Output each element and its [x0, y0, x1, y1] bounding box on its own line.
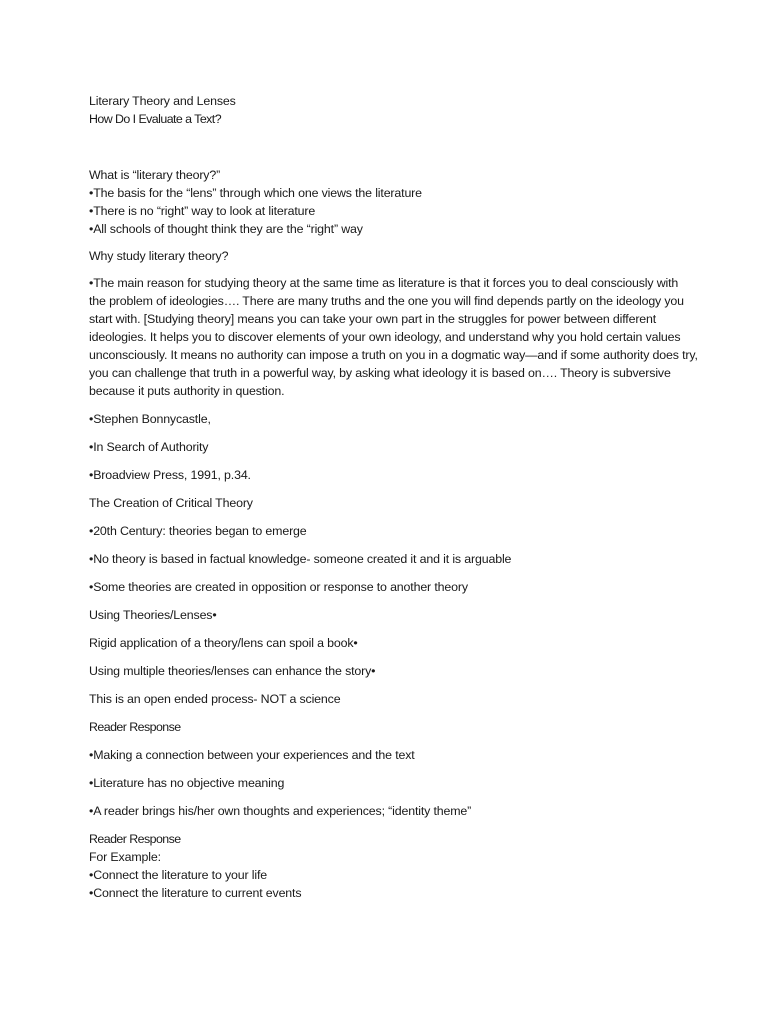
quote-line: you can challenge that truth in a powerful way, by asking what ideology it is based on…. Theory is subversive [89, 366, 671, 380]
bullet-item: •All schools of thought think they are the “right” way [89, 222, 363, 236]
quote-line: ideologies. It helps you to discover elements of your own ideology, and understand why you hold certain values [89, 330, 681, 344]
bullet-item: •Some theories are created in opposition or response to another theory [89, 580, 468, 594]
bullet-item: •20th Century: theories began to emerge [89, 524, 307, 538]
text-line: Rigid application of a theory/lens can spoil a book• [89, 636, 358, 650]
quote-line: •The main reason for studying theory at the same time as literature is that it forces you to deal consciously with [89, 276, 679, 290]
heading-what-is-literary-theory: What is “literary theory?” [89, 168, 221, 182]
quote-line: because it puts authority in question. [89, 384, 285, 398]
bullet-item: •A reader brings his/her own thoughts and experiences; “identity theme” [89, 804, 472, 818]
document-title: Literary Theory and Lenses [89, 94, 236, 108]
bullet-item: •Making a connection between your experiences and the text [89, 748, 415, 762]
document-subtitle: How Do I Evaluate a Text? [89, 112, 222, 126]
heading-creation-of-critical-theory: The Creation of Critical Theory [89, 496, 253, 510]
bullet-item: •Literature has no objective meaning [89, 776, 285, 790]
text-line: Using multiple theories/lenses can enhance the story• [89, 664, 376, 678]
text-line: This is an open ended process- NOT a science [89, 692, 341, 706]
bullet-item: •There is no “right” way to look at literature [89, 204, 316, 218]
document-page [89, 92, 698, 902]
bullet-item: •Connect the literature to your life [89, 868, 268, 882]
bullet-item: •Connect the literature to current events [89, 886, 302, 900]
heading-why-study: Why study literary theory? [89, 249, 229, 263]
bullet-item: •No theory is based in factual knowledge- someone created it and it is arguable [89, 552, 512, 566]
quote-line: unconsciously. It means no authority can impose a truth on you in a dogmatic way—and if some authority does try, [89, 348, 698, 362]
citation-book: •In Search of Authority [89, 440, 209, 454]
citation-publisher: •Broadview Press, 1991, p.34. [89, 468, 251, 482]
quote-line: the problem of ideologies…. There are many truths and the one you will find depends partly on the ideology you [89, 294, 684, 308]
heading-reader-response: Reader Response [89, 720, 181, 734]
citation-author: •Stephen Bonnycastle, [89, 412, 211, 426]
heading-reader-response-example: Reader Response [89, 832, 181, 846]
quote-line: start with. [Studying theory] means you can take your own part in the struggles for power between different [89, 312, 657, 326]
bullet-item: •The basis for the “lens” through which one views the literature [89, 186, 422, 200]
quote-paragraph [89, 274, 698, 400]
subheading-for-example: For Example: [89, 850, 161, 864]
heading-using-theories: Using Theories/Lenses• [89, 608, 217, 622]
